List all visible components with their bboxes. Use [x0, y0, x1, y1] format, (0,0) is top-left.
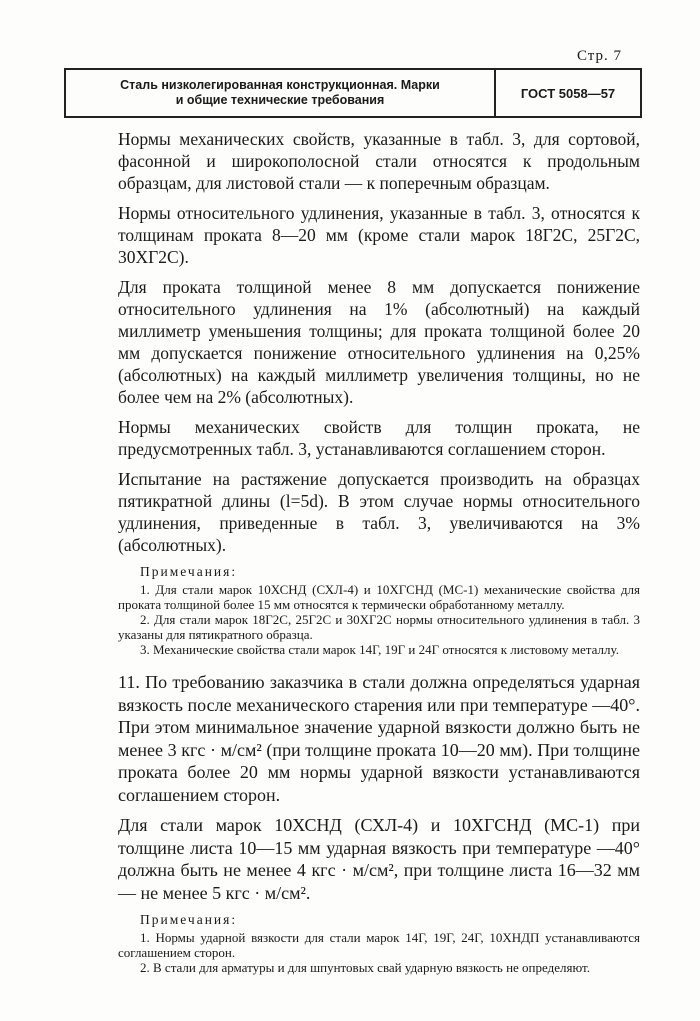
gost-number: ГОСТ 5058—57 [520, 85, 616, 101]
document-title [66, 70, 496, 116]
paragraph: Нормы механических свойств для толщин проката, не предусмотренных табл. 3, устанавливаются соглашением сторон. [118, 417, 640, 459]
note-item: 1. Нормы ударной вязкости для стали марок 14Г, 19Г, 24Г, 10ХНДП устанавливаются соглашением сторон. [118, 930, 640, 960]
document-header [64, 68, 642, 118]
notes-title: Примечания: [140, 564, 238, 579]
note-item: 3. Механические свойства стали марок 14Г, 19Г и 24Г относятся к листовому металлу. [140, 642, 619, 657]
note-item: 2. В стали для арматуры и для шпунтовых свай ударную вязкость не определяют. [140, 960, 590, 975]
notes-block [118, 912, 640, 975]
paragraph: Для проката толщиной менее 8 мм допускается понижение относительного удлинения на 1% (абсолютный) на каждый миллиметр уменьшения толщины; для проката толщиной более 20 мм допускается понижение относительного удлинения на 0,25% (абсолютных) на каждый миллиметр увеличения толщины, но не более чем на 2% (абсолютных). [118, 277, 640, 407]
paragraph: Нормы механических свойств, указанные в табл. 3, для сортовой, фасонной и широкополосной стали относятся к продольным образцам, для листовой стали — к поперечным образцам. [118, 129, 640, 193]
title-line-2: и общие технические требования [175, 93, 385, 107]
notes-block [118, 564, 640, 657]
note-item: 2. Для стали марок 18Г2С, 25Г2С и 30ХГ2С нормы относительного удлинения в табл. 3 указаны для пятикратного образца. [118, 612, 640, 642]
notes-title: Примечания: [140, 912, 238, 927]
paragraph: Нормы относительного удлинения, указанные в табл. 3, относятся к толщинам проката 8—20 мм (кроме стали марок 18Г2С, 25Г2С, 30ХГ2С). [118, 203, 640, 267]
page-number: Стр. 7 [576, 48, 622, 64]
section-11-paragraph: 11. По требованию заказчика в стали должна определяться ударная вязкость после механического старения или при температуре —40°. При этом минимальное значение ударной вязкости должно быть не менее 3 кгс · м/см² (при толщине проката 10—20 мм). При толщине проката более 20 мм нормы ударной вязкости устанавливаются соглашением сторон. [118, 672, 640, 805]
document-body [118, 128, 640, 989]
section-11-paragraph: Для стали марок 10ХСНД (СХЛ-4) и 10ХГСНД (МС-1) при толщине листа 10—15 мм ударная вязкость при температуре —40° должна быть не менее 4 кгс · м/см², при толщине листа 16—32 мм — не менее 5 кгс · м/см². [118, 815, 640, 903]
paragraph: Испытание на растяжение допускается производить на образцах пятикратной длины (l=5d). В этом случае нормы относительного удлинения, приведенные в табл. 3, увеличиваются на 3% (абсолютных). [118, 469, 640, 555]
note-item: 1. Для стали марок 10ХСНД (СХЛ-4) и 10ХГСНД (МС-1) механические свойства для проката толщиной более 15 мм относятся к термически обработанному металлу. [118, 582, 640, 612]
title-line-1: Сталь низколегированная конструкционная. Марки [120, 78, 440, 92]
